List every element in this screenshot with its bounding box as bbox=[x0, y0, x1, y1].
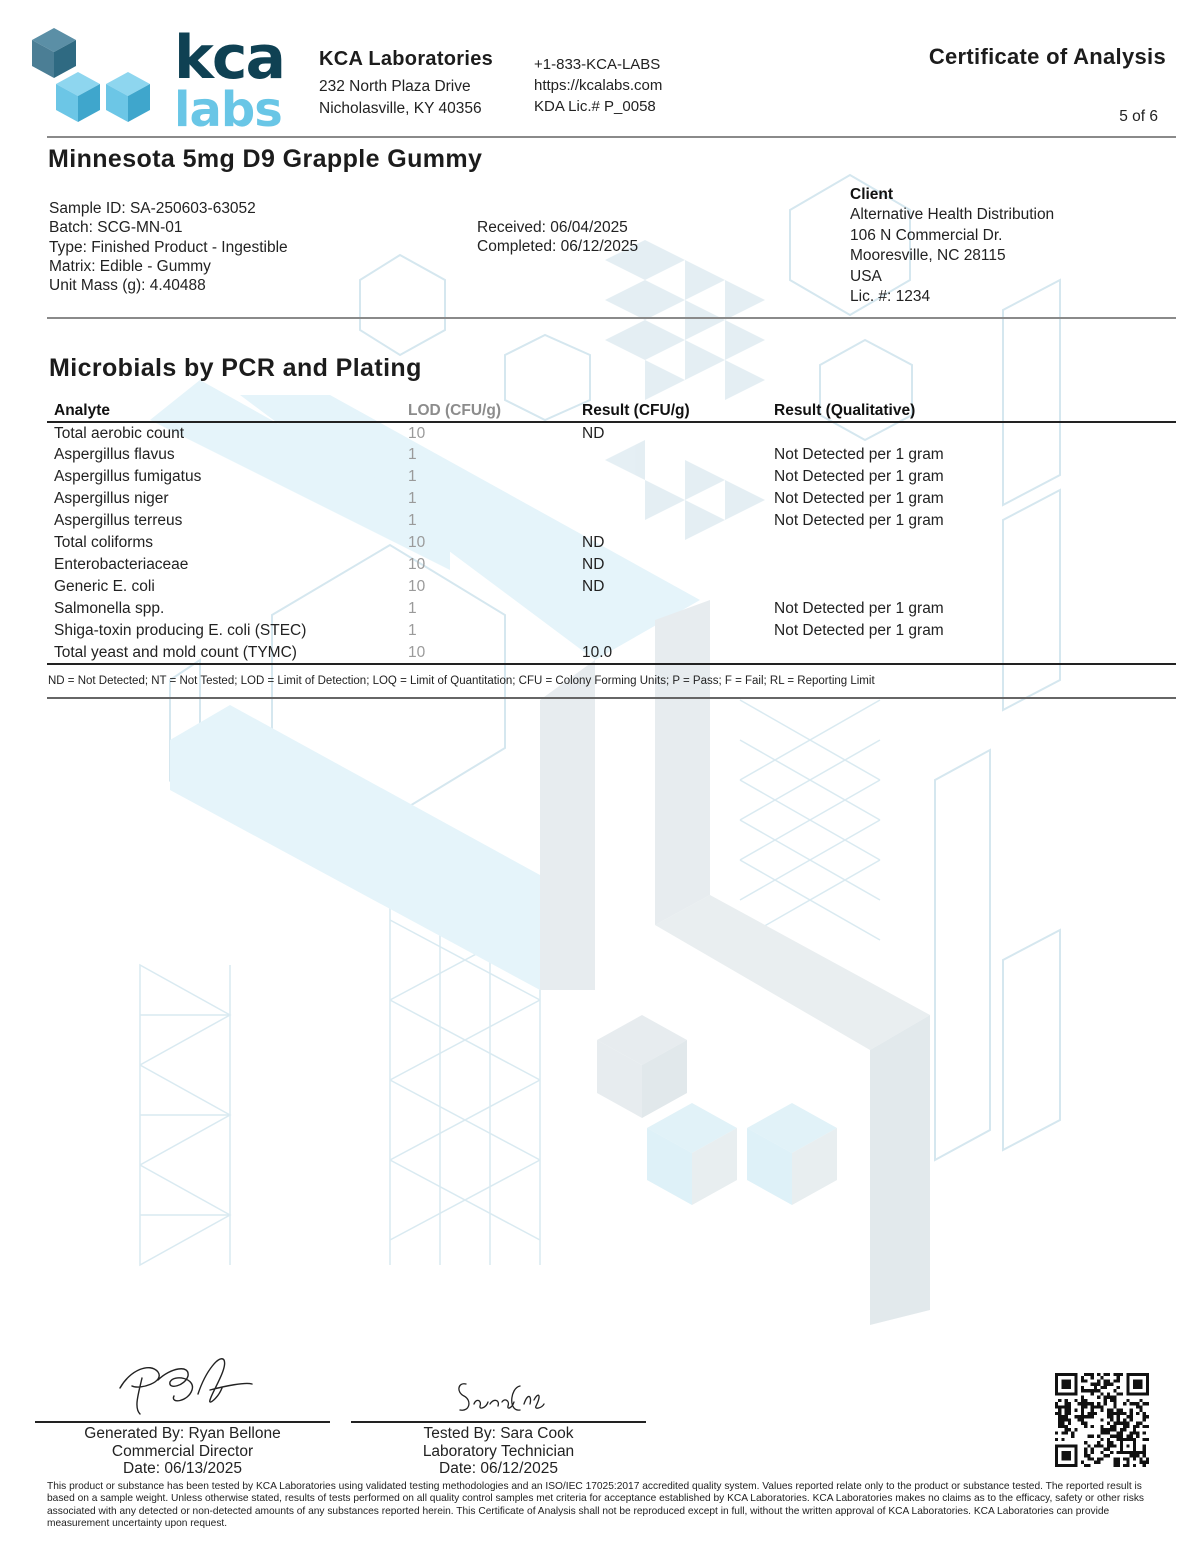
lab-name: KCA Laboratories bbox=[319, 48, 494, 70]
column-header-lod: LOD (CFU/g) bbox=[408, 400, 582, 422]
header-divider bbox=[47, 136, 1176, 138]
lod-cell: 1 bbox=[408, 600, 417, 617]
qualitative-cell bbox=[774, 554, 1176, 576]
lab-contact bbox=[534, 54, 662, 117]
table-row bbox=[47, 466, 1176, 488]
page-number: 5 of 6 bbox=[1119, 108, 1158, 125]
lab-phone: +1-833-KCA-LABS bbox=[534, 56, 661, 73]
table-row bbox=[47, 510, 1176, 532]
microbials-table bbox=[47, 400, 1176, 665]
result-cell bbox=[582, 620, 774, 642]
table-row bbox=[47, 444, 1176, 466]
analyte-cell: Total aerobic count bbox=[54, 424, 185, 442]
abbreviation-legend: ND = Not Detected; NT = Not Tested; LOD = Limit of Detection; LOQ = Limit of Quantitation; CFU = Colony Forming Units; P = Pass; F = Fail; RL = Reporting Limit bbox=[48, 675, 875, 687]
qualitative-cell bbox=[774, 576, 1176, 598]
qualitative-cell bbox=[774, 422, 1176, 444]
client-street: 106 N Commercial Dr. bbox=[850, 226, 1003, 244]
received-date: Received: 06/04/2025 bbox=[477, 219, 628, 236]
lod-cell: 1 bbox=[408, 446, 417, 463]
table-row bbox=[47, 620, 1176, 642]
table-row bbox=[47, 422, 1176, 444]
analyte-cell: Generic E. coli bbox=[54, 578, 155, 595]
result-cell: 10.0 bbox=[582, 642, 774, 664]
result-cell bbox=[582, 488, 774, 510]
generated-by-role: Commercial Director bbox=[111, 1442, 254, 1460]
info-divider bbox=[47, 317, 1176, 319]
lab-address bbox=[319, 76, 482, 119]
completed-date: Completed: 06/12/2025 bbox=[477, 238, 639, 256]
generated-by-block bbox=[35, 1425, 330, 1478]
sample-dates bbox=[477, 218, 638, 257]
lod-cell: 1 bbox=[408, 490, 417, 507]
document-title: Certificate of Analysis bbox=[928, 44, 1166, 69]
batch: Batch: SCG-MN-01 bbox=[49, 219, 183, 237]
sample-id: Sample ID: SA-250603-63052 bbox=[49, 200, 256, 217]
result-cell: ND bbox=[582, 534, 605, 551]
qualitative-cell bbox=[774, 532, 1176, 554]
qualitative-cell: Not Detected per 1 gram bbox=[774, 490, 944, 507]
logo-text-labs: labs bbox=[174, 82, 282, 132]
signature-ryan-bellone bbox=[110, 1350, 260, 1418]
qr-code-icon[interactable] bbox=[1055, 1373, 1149, 1467]
column-header-analyte: Analyte bbox=[47, 400, 408, 422]
client-city: Mooresville, NC 28115 bbox=[850, 247, 1006, 265]
lod-cell: 1 bbox=[408, 622, 417, 639]
legend-divider bbox=[47, 697, 1176, 699]
column-header-result: Result (CFU/g) bbox=[582, 400, 774, 422]
sample-info bbox=[49, 199, 288, 295]
analyte-cell: Shiga-toxin producing E. coli (STEC) bbox=[54, 622, 307, 639]
qualitative-cell: Not Detected per 1 gram bbox=[774, 512, 944, 529]
unit-mass: Unit Mass (g): 4.40488 bbox=[49, 277, 206, 295]
table-row bbox=[47, 554, 1176, 576]
qualitative-cell: Not Detected per 1 gram bbox=[774, 600, 944, 617]
client-heading: Client bbox=[850, 186, 894, 203]
analyte-cell: Aspergillus niger bbox=[54, 490, 169, 507]
result-cell: ND bbox=[582, 424, 605, 442]
table-row bbox=[47, 576, 1176, 598]
client-country: USA bbox=[850, 267, 882, 285]
analyte-cell: Aspergillus terreus bbox=[54, 512, 183, 529]
generated-by-date: Date: 06/13/2025 bbox=[123, 1460, 242, 1477]
tested-by-date: Date: 06/12/2025 bbox=[439, 1460, 558, 1477]
tested-by-block bbox=[351, 1425, 646, 1478]
signature-line-tested bbox=[351, 1421, 646, 1423]
section-title: Microbials by PCR and Plating bbox=[49, 354, 422, 382]
analyte-cell: Total coliforms bbox=[54, 534, 154, 551]
result-cell bbox=[582, 444, 774, 466]
client-license: Lic. #: 1234 bbox=[850, 288, 931, 306]
logo-text-kca: kca bbox=[174, 26, 284, 93]
lab-website-link[interactable]: https://kcalabs.com bbox=[534, 77, 663, 94]
qualitative-cell bbox=[774, 642, 1176, 664]
tested-by-name: Tested By: Sara Cook bbox=[423, 1425, 574, 1442]
tested-by-role: Laboratory Technician bbox=[422, 1442, 575, 1460]
lod-cell: 10 bbox=[408, 642, 582, 664]
signature-line-generated bbox=[35, 1421, 330, 1423]
lod-cell: 10 bbox=[408, 424, 426, 442]
result-cell bbox=[582, 510, 774, 532]
disclaimer: This product or substance has been tested by KCA Laboratories using validated testing methodologies and an ISO/IEC 17025:2017 accredited quality system. Values reported relate only to the product or substance tested. The reported result is based on a sample weight. Unless otherwise stated, results of tests performed on all quality control samples met criteria for acceptance established by KCA Laboratories. KCA Laboratories makes no claims as to the efficacy, safety or other risks associated with any detected or non-detected amounts of any substances reported herein. This Certificate of Analysis shall not be reproduced except in full, without the written approval of KCA Laboratories. KCA Laboratories can provide measurement uncertainty upon request. bbox=[47, 1481, 1145, 1530]
table-row bbox=[47, 488, 1176, 510]
kca-labs-logo bbox=[30, 26, 290, 132]
result-cell: ND bbox=[582, 578, 605, 595]
cubes-logo-icon bbox=[32, 28, 150, 122]
lab-license: KDA Lic.# P_0058 bbox=[534, 98, 656, 115]
lab-address-line2: Nicholasville, KY 40356 bbox=[319, 99, 482, 117]
result-cell bbox=[582, 466, 774, 488]
table-row bbox=[47, 642, 1176, 664]
lab-address-line1: 232 North Plaza Drive bbox=[319, 78, 471, 95]
lod-cell: 10 bbox=[408, 534, 426, 551]
analyte-cell: Total yeast and mold count (TYMC) bbox=[47, 642, 408, 664]
sample-type: Type: Finished Product - Ingestible bbox=[49, 238, 288, 256]
table-row bbox=[47, 532, 1176, 554]
analyte-cell: Salmonella spp. bbox=[54, 600, 165, 617]
column-header-qualitative: Result (Qualitative) bbox=[774, 400, 1176, 422]
client-info bbox=[850, 185, 1054, 307]
lod-cell: 1 bbox=[408, 512, 417, 529]
result-cell bbox=[582, 598, 774, 620]
analyte-cell: Aspergillus flavus bbox=[54, 446, 175, 463]
matrix: Matrix: Edible - Gummy bbox=[49, 257, 211, 275]
analyte-cell: Aspergillus fumigatus bbox=[54, 468, 202, 485]
client-name: Alternative Health Distribution bbox=[850, 206, 1055, 224]
qualitative-cell: Not Detected per 1 gram bbox=[774, 446, 944, 463]
qualitative-cell: Not Detected per 1 gram bbox=[774, 468, 944, 485]
analyte-cell: Enterobacteriaceae bbox=[54, 556, 189, 573]
table-header-row bbox=[47, 400, 1176, 422]
result-cell: ND bbox=[582, 556, 605, 573]
qualitative-cell: Not Detected per 1 gram bbox=[774, 622, 944, 639]
generated-by-name: Generated By: Ryan Bellone bbox=[84, 1425, 281, 1442]
lod-cell: 1 bbox=[408, 468, 417, 485]
lod-cell: 10 bbox=[408, 578, 426, 595]
table-row bbox=[47, 598, 1176, 620]
lod-cell: 10 bbox=[408, 556, 426, 573]
signature-sara-cook bbox=[450, 1372, 545, 1420]
product-name: Minnesota 5mg D9 Grapple Gummy bbox=[48, 145, 483, 173]
